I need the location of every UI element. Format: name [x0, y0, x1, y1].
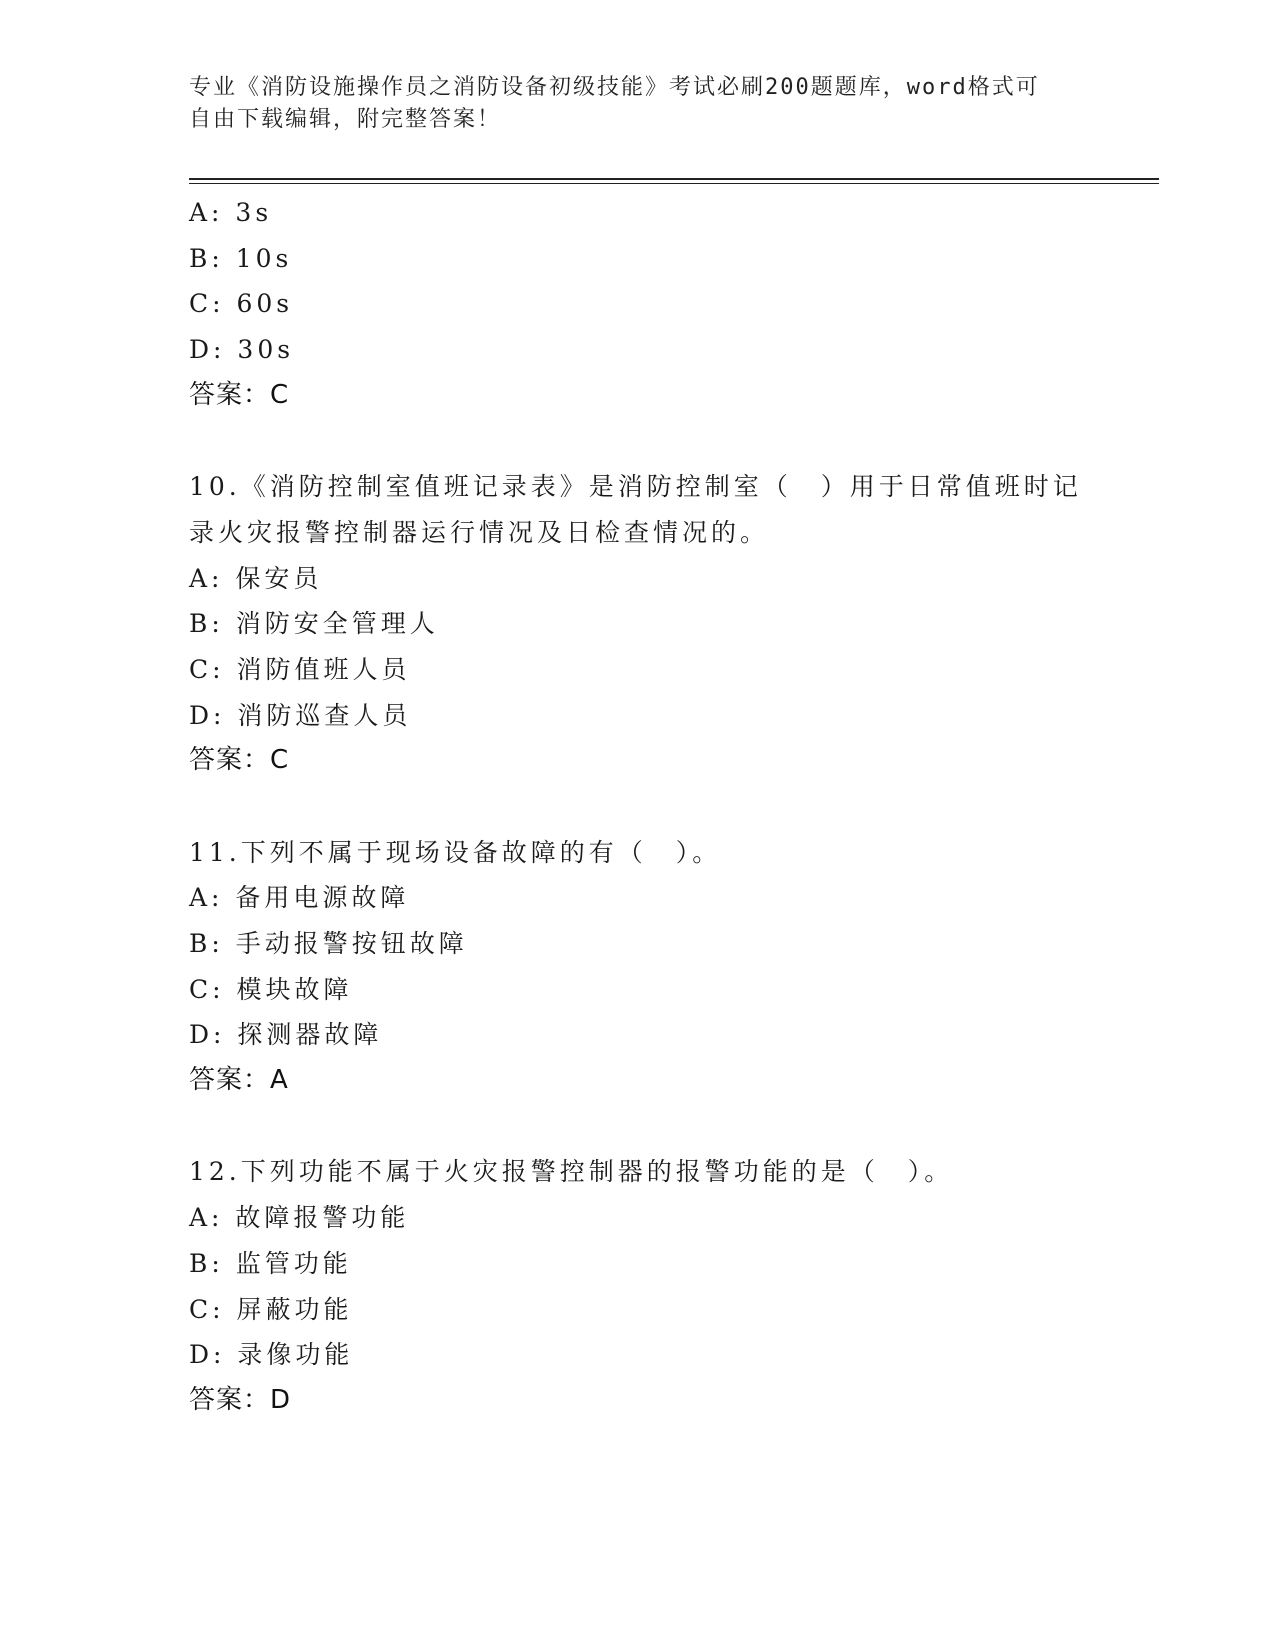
- question-stem-line-1: 11.下列不属于现场设备故障的有（ ）。: [189, 837, 722, 867]
- header-line-2: 自由下载编辑，附完整答案！: [189, 107, 502, 132]
- option-a: A: 保安员: [189, 563, 323, 593]
- option-a: A: 故障报警功能: [189, 1203, 410, 1233]
- answer-line: 答案：D: [189, 1384, 292, 1415]
- option-c: C: 消防值班人员: [189, 654, 411, 684]
- option-c: C: 模块故障: [189, 974, 353, 1004]
- option-b: B: 10s: [189, 243, 293, 273]
- question-list: [189, 190, 1109, 1424]
- option-d: D: 探测器故障: [189, 1020, 383, 1050]
- answer-line: 答案：A: [189, 1065, 289, 1096]
- question-stem-line-1: 10.《消防控制室值班记录表》是消防控制室（ ）用于日常值班时记: [189, 472, 1082, 502]
- option-c: C: 屏蔽功能: [189, 1294, 353, 1324]
- option-b: B: 消防安全管理人: [189, 609, 439, 639]
- answer-line: 答案：C: [189, 379, 290, 410]
- question-block-10: [189, 464, 1109, 784]
- spacer: [189, 1104, 1109, 1150]
- option-b: B: 手动报警按钮故障: [189, 929, 468, 959]
- question-block-11: [189, 830, 1109, 1104]
- header-divider: [189, 178, 1159, 180]
- document-header: [189, 72, 1089, 136]
- spacer: [189, 784, 1109, 830]
- option-a: A: 3s: [189, 198, 273, 227]
- option-c: C: 60s: [189, 289, 294, 319]
- header-divider-thin: [189, 183, 1159, 184]
- question-stem-line-2: 录火灾报警控制器运行情况及日检查情况的。: [189, 517, 770, 547]
- option-d: D: 录像功能: [189, 1340, 354, 1370]
- option-d: D: 30s: [189, 335, 295, 365]
- header-line-1: 专业《消防设施操作员之消防设备初级技能》考试必刷200题题库，word格式可: [189, 75, 1040, 100]
- answer-line: 答案：C: [189, 745, 290, 776]
- question-block-12: [189, 1149, 1109, 1423]
- spacer: [189, 418, 1109, 464]
- question-block-9: [189, 190, 1109, 418]
- option-a: A: 备用电源故障: [189, 883, 410, 913]
- question-stem-line-1: 12.下列功能不属于火灾报警控制器的报警功能的是（ ）。: [189, 1157, 954, 1187]
- option-b: B: 监管功能: [189, 1248, 352, 1278]
- option-d: D: 消防巡查人员: [189, 700, 412, 730]
